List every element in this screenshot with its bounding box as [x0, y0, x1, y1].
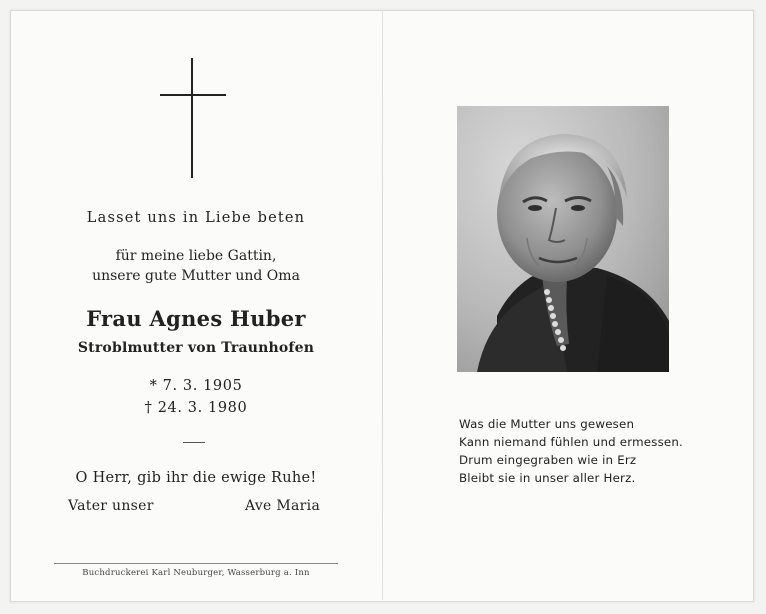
poem-line-4: Bleibt sie in unser aller Herz. — [459, 471, 636, 485]
dedication-line-2: unsere gute Mutter und Oma — [92, 268, 300, 284]
portrait-photo — [457, 106, 669, 372]
deceased-name: Frau Agnes Huber — [86, 306, 306, 331]
right-panel — [383, 10, 752, 600]
printer-credit: Buchdruckerei Karl Neuburger, Wasserburg a. Inn — [82, 568, 310, 578]
footer-rule — [54, 563, 338, 564]
prayer-text: O Herr, gib ihr die ewige Ruhe! — [75, 470, 317, 486]
poem-line-3: Drum eingegraben wie in Erz — [459, 453, 637, 467]
dedication-line-1: für meine liebe Gattin, — [115, 248, 277, 264]
death-date: † 24. 3. 1980 — [144, 400, 248, 416]
deceased-subtitle: Stroblmutter von Traunhofen — [77, 340, 315, 356]
portrait-image — [457, 106, 669, 372]
birth-date: * 7. 3. 1905 — [149, 378, 243, 394]
divider — [183, 442, 205, 443]
cross-vertical — [191, 58, 193, 178]
prayer-ave-maria: Ave Maria — [245, 498, 321, 514]
poem — [459, 415, 683, 487]
invocation-text: Lasset uns in Liebe beten — [86, 210, 306, 226]
poem-line-1: Was die Mutter uns gewesen — [459, 417, 635, 431]
prayer-vater-unser: Vater unser — [68, 498, 154, 514]
left-panel — [10, 10, 382, 600]
cross-horizontal — [160, 94, 226, 96]
poem-line-2: Kann niemand fühlen und ermessen. — [459, 435, 683, 449]
